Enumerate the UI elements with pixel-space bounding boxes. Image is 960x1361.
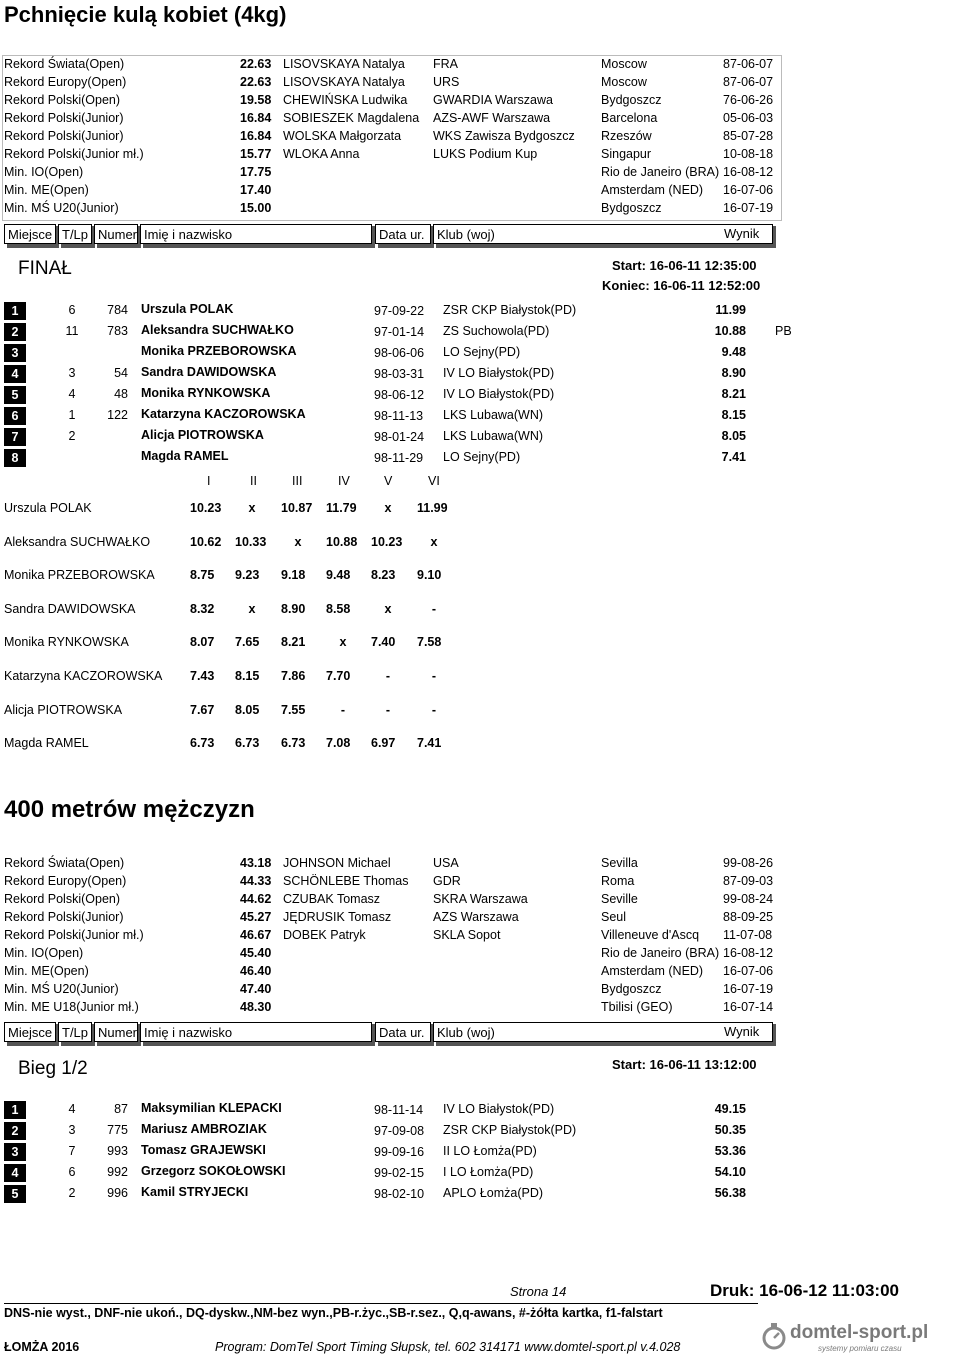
birth-date: 98-06-06 [374, 346, 425, 360]
header-imie: Imię i nazwisko [140, 1022, 372, 1042]
record-place: Amsterdam (NED) [601, 183, 704, 197]
place-badge: 8 [4, 449, 26, 467]
record-label: Rekord Polski(Junior mł.) [4, 147, 144, 161]
result-mark: 8.90 [721, 366, 746, 380]
place-badge: 3 [4, 1143, 26, 1161]
record-holder: WLOKA Anna [283, 147, 360, 161]
athlete-name: Monika PRZEBOROWSKA [141, 344, 297, 358]
header-miejsce: Miejsce [4, 224, 56, 244]
attempt-value: x [248, 601, 256, 616]
place-badge: 1 [4, 302, 26, 320]
record-place: Seville [601, 892, 638, 906]
athlete-club: LKS Lubawa(WN) [443, 408, 544, 422]
record-mark: 46.67 [240, 928, 272, 942]
attempt-value: 7.67 [190, 702, 215, 717]
record-date: 76-06-26 [723, 93, 774, 107]
header-tlp: T/Lp [58, 224, 92, 244]
record-date: 99-08-24 [723, 892, 774, 906]
record-mark: 45.40 [240, 946, 272, 960]
record-date: 11-07-08 [723, 928, 773, 942]
record-mark: 22.63 [240, 57, 272, 71]
record-mark: 15.77 [240, 147, 272, 161]
result-mark: 9.48 [721, 345, 746, 359]
attempt-value: 10.88 [326, 534, 358, 549]
attempt-athlete: Monika PRZEBOROWSKA [4, 568, 155, 583]
result-mark: 10.88 [714, 324, 746, 338]
attempt-value: 7.43 [190, 669, 215, 683]
record-place: Barcelona [601, 111, 658, 125]
record-label: Rekord Europy(Open) [4, 874, 127, 888]
birth-date: 97-09-08 [374, 1124, 425, 1138]
record-place: Moscow [601, 75, 647, 89]
record-date: 16-07-19 [723, 201, 774, 215]
record-label: Min. IO(Open) [4, 946, 84, 960]
result-mark: 7.41 [721, 450, 746, 464]
athlete-name: Kamil STRYJECKI [141, 1185, 249, 1199]
record-place: Moscow [601, 57, 647, 71]
header-numer: Numer [94, 224, 138, 244]
attempt-value: x [294, 534, 302, 549]
attempt-athlete: Urszula POLAK [4, 501, 92, 515]
record-club: GDR [433, 874, 461, 888]
attempt-value: 7.86 [281, 669, 306, 683]
bib-number: 775 [107, 1123, 128, 1137]
result-mark: 50.35 [714, 1123, 746, 1137]
birth-date: 98-11-13 [374, 409, 424, 423]
result-mark: 8.21 [721, 387, 746, 401]
tlp-cell: 3 [68, 1123, 76, 1137]
attempt-value: 8.23 [371, 568, 396, 583]
attempt-athlete: Alicja PIOTROWSKA [4, 702, 123, 717]
attempt-value: x [430, 534, 438, 549]
attempt-value: - [431, 669, 437, 683]
place-badge: 6 [4, 407, 26, 425]
record-place: Rio de Janeiro (BRA) [601, 165, 720, 179]
bib-number: 48 [114, 387, 128, 401]
birth-date: 98-02-10 [374, 1187, 425, 1201]
page-number: Strona 14 [510, 1284, 567, 1299]
bib-number: 122 [107, 408, 128, 422]
record-holder: CHEWIŃSKA Ludwika [283, 93, 408, 107]
athlete-name: Katarzyna KACZOROWSKA [141, 407, 306, 421]
logo-subtitle: systemy pomiaru czasu [818, 1344, 902, 1353]
place-badge: 4 [4, 365, 26, 383]
athlete-name: Grzegorz SOKOŁOWSKI [141, 1164, 286, 1178]
tlp-cell: 11 [65, 324, 79, 338]
bib-number: 996 [107, 1186, 128, 1200]
header-data: Data ur. [375, 224, 431, 244]
record-place: Bydgoszcz [601, 93, 662, 107]
athlete-name: Urszula POLAK [141, 302, 234, 316]
birth-date: 99-09-16 [374, 1145, 425, 1159]
attempt-athlete: Monika RYNKOWSKA [4, 635, 129, 650]
record-holder: JĘDRUSIK Tomasz [283, 910, 392, 924]
record-mark: 46.40 [240, 964, 272, 978]
tlp-cell: 3 [68, 366, 76, 380]
record-holder: SOBIESZEK Magdalena [283, 111, 420, 125]
header-imie: Imię i nazwisko [140, 224, 372, 244]
record-club: SKRA Warszawa [433, 892, 528, 906]
result-mark: 49.15 [714, 1102, 746, 1116]
attempt-value: 7.08 [326, 736, 351, 751]
attempt-value: 10.87 [281, 501, 313, 515]
birth-date: 97-01-14 [374, 325, 425, 339]
attempt-value: 11.99 [417, 501, 448, 515]
record-holder: DOBEK Patryk [283, 928, 366, 942]
bib-number: 993 [107, 1144, 128, 1158]
athlete-club: I LO Łomża(PD) [443, 1165, 534, 1179]
athlete-club: IV LO Białystok(PD) [443, 1102, 555, 1116]
athlete-name: Tomasz GRAJEWSKI [141, 1143, 266, 1157]
record-date: 05-06-03 [723, 111, 774, 125]
attempt-athlete: Aleksandra SUCHWAŁKO [4, 534, 151, 549]
tlp-cell: 6 [68, 303, 76, 317]
attempt-value: 11.79 [326, 501, 357, 515]
record-club: USA [433, 856, 459, 870]
record-label: Rekord Polski(Junior) [4, 111, 124, 125]
record-place: Rzeszów [601, 129, 652, 143]
birth-date: 98-01-24 [374, 430, 425, 444]
athlete-club: IV LO Białystok(PD) [443, 366, 555, 380]
record-holder: SCHÖNLEBE Thomas [283, 874, 409, 888]
athlete-name: Sandra DAWIDOWSKA [141, 365, 277, 379]
record-label: Rekord Polski(Junior) [4, 129, 124, 143]
attempt-value: 7.58 [417, 635, 442, 650]
athlete-name: Mariusz AMBROZIAK [141, 1122, 267, 1136]
tlp-cell: 4 [68, 1102, 76, 1116]
birth-date: 98-06-12 [374, 388, 425, 402]
attempt-value: 10.23 [190, 501, 222, 515]
athlete-club: II LO Łomża(PD) [443, 1144, 537, 1158]
tlp-cell: 2 [68, 429, 76, 443]
record-mark: 45.27 [240, 910, 272, 924]
athlete-club: ZS Suchowola(PD) [443, 324, 550, 338]
header-tlp: T/Lp [58, 1022, 92, 1042]
attempt-header: IV [338, 474, 350, 488]
record-date: 99-08-26 [723, 856, 774, 870]
birth-date: 98-03-31 [374, 367, 425, 381]
record-date: 16-08-12 [723, 946, 774, 960]
record-mark: 44.62 [240, 892, 272, 906]
attempt-value: x [384, 601, 392, 616]
record-mark: 43.18 [240, 856, 272, 870]
record-label: Rekord Polski(Junior mł.) [4, 928, 144, 942]
header-numer: Numer [94, 1022, 138, 1042]
record-mark: 47.40 [240, 982, 272, 996]
athlete-club: IV LO Białystok(PD) [443, 387, 555, 401]
attempt-value: 9.23 [235, 568, 260, 583]
attempt-header: V [384, 474, 393, 488]
record-date: 87-06-07 [723, 57, 774, 71]
tlp-cell: 4 [68, 387, 76, 401]
attempt-value: 7.65 [235, 635, 260, 650]
record-holder: WOLSKA Małgorzata [283, 129, 402, 143]
end-time: Koniec: 16-06-11 12:52:00 [602, 278, 761, 293]
record-holder: CZUBAK Tomasz [283, 892, 381, 906]
birth-date: 97-09-22 [374, 304, 425, 318]
record-date: 16-08-12 [723, 165, 774, 179]
attempt-value: 7.41 [417, 736, 442, 751]
record-label: Min. ME(Open) [4, 183, 89, 197]
header-wynik: Wynik [724, 1024, 760, 1039]
attempt-value: - [431, 702, 437, 717]
attempt-value: 8.21 [281, 635, 306, 650]
place-badge: 1 [4, 1101, 26, 1119]
result-mark: 8.05 [721, 429, 746, 443]
record-club: LUKS Podium Kup [433, 147, 538, 161]
record-mark: 48.30 [240, 1000, 272, 1014]
header-miejsce: Miejsce [4, 1022, 56, 1042]
attempt-value: 8.15 [235, 669, 260, 683]
record-holder: LISOVSKAYA Natalya [283, 75, 405, 89]
record-date: 85-07-28 [723, 129, 774, 143]
program-info: Program: DomTel Sport Timing Słupsk, tel. 602 314171 www.domtel-sport.pl v.4.028 [215, 1340, 681, 1354]
header-klub: Klub (woj) [433, 1022, 773, 1042]
round-title: FINAŁ [18, 258, 72, 279]
result-mark: 54.10 [714, 1165, 746, 1179]
record-date: 87-09-03 [723, 874, 774, 888]
legend: DNS-nie wyst., DNF-nie ukoń., DQ-dyskw.,NM-bez wyn.,PB-r.życ.,SB-r.sez., Q,q-awans, #-żółta kartka, f1-falstart [4, 1306, 663, 1320]
attempt-value: x [384, 501, 392, 515]
result-mark: 11.99 [715, 303, 746, 317]
place-badge: 7 [4, 428, 26, 446]
birth-date: 98-11-14 [374, 1103, 424, 1117]
record-label: Min. MŚ U20(Junior) [4, 982, 119, 996]
athlete-name: Monika RYNKOWSKA [141, 386, 271, 400]
record-mark: 44.33 [240, 874, 272, 888]
start-time: Start: 16-06-11 13:12:00 [612, 1057, 757, 1072]
record-label: Min. ME(Open) [4, 964, 89, 978]
record-date: 16-07-14 [723, 1000, 774, 1014]
record-club: SKLA Sopot [433, 928, 501, 942]
attempt-value: 8.58 [326, 601, 351, 616]
athlete-club: APLO Łomża(PD) [443, 1186, 544, 1200]
record-club: WKS Zawisza Bydgoszcz [433, 129, 575, 143]
athlete-club: LO Sejny(PD) [443, 345, 521, 359]
attempt-value: 6.73 [235, 736, 260, 751]
print-date: Druk: 16-06-12 11:03:00 [710, 1281, 900, 1300]
athlete-name: Magda RAMEL [141, 449, 229, 463]
event-title: Pchnięcie kulą kobiet (4kg) [4, 2, 287, 27]
attempt-value: - [385, 702, 391, 717]
athlete-name: Maksymilian KLEPACKI [141, 1101, 282, 1115]
attempt-value: 6.73 [190, 736, 215, 751]
logo-text: domtel-sport.pl [790, 1322, 929, 1343]
tlp-cell: 7 [68, 1144, 76, 1158]
place-badge: 2 [4, 1122, 26, 1140]
attempt-athlete: Sandra DAWIDOWSKA [4, 601, 136, 616]
tlp-cell: 1 [68, 408, 76, 422]
bib-number: 783 [107, 324, 128, 338]
record-label: Rekord Polski(Open) [4, 93, 121, 107]
attempt-value: 10.62 [190, 534, 222, 549]
record-label: Rekord Europy(Open) [4, 75, 127, 89]
athlete-name: Aleksandra SUCHWAŁKO [141, 323, 294, 337]
record-date: 10-08-18 [723, 147, 774, 161]
record-place: Amsterdam (NED) [601, 964, 704, 978]
record-label: Rekord Polski(Junior) [4, 910, 124, 924]
record-club: AZS-AWF Warszawa [433, 111, 551, 125]
attempt-value: 6.73 [281, 736, 306, 751]
record-label: Rekord Polski(Open) [4, 892, 121, 906]
record-label: Rekord Świata(Open) [4, 57, 125, 71]
record-place: Sevilla [601, 856, 638, 870]
record-date: 16-07-06 [723, 964, 774, 978]
result-mark: 56.38 [714, 1186, 746, 1200]
result-mark: 8.15 [721, 408, 746, 422]
attempt-value: 10.23 [371, 534, 403, 549]
attempt-value: - [385, 669, 391, 683]
attempt-value: 9.18 [281, 568, 306, 583]
attempt-value: 7.55 [281, 702, 306, 717]
record-place: Tbilisi (GEO) [601, 1000, 673, 1014]
athlete-club: ZSR CKP Białystok(PD) [443, 303, 577, 317]
birth-date: 99-02-15 [374, 1166, 425, 1180]
attempt-value: 7.40 [371, 635, 396, 650]
record-club: URS [433, 75, 460, 89]
record-club: AZS Warszawa [433, 910, 519, 924]
attempt-value: 8.32 [190, 601, 215, 616]
record-club: FRA [433, 57, 458, 71]
record-holder: LISOVSKAYA Natalya [283, 57, 405, 71]
attempt-value: x [339, 635, 347, 650]
attempt-value: 8.75 [190, 568, 215, 583]
record-place: Seul [601, 910, 627, 924]
header-klub: Klub (woj) [433, 224, 773, 244]
attempt-value: 8.07 [190, 635, 215, 650]
record-place: Villeneuve d'Ascq [601, 928, 700, 942]
bib-number: 54 [114, 366, 128, 380]
record-date: 16-07-06 [723, 183, 774, 197]
record-holder: JOHNSON Michael [283, 856, 391, 870]
record-mark: 17.75 [240, 165, 272, 179]
record-date: 87-06-07 [723, 75, 774, 89]
record-mark: 16.84 [240, 129, 272, 143]
attempt-value: 9.10 [417, 568, 442, 583]
attempt-header: I [207, 474, 211, 488]
attempt-value: 7.70 [326, 669, 351, 683]
record-date: 88-09-25 [723, 910, 774, 924]
header-wynik: Wynik [724, 226, 760, 241]
attempt-value: 8.05 [235, 702, 260, 717]
athlete-name: Alicja PIOTROWSKA [141, 428, 264, 442]
attempt-value: 6.97 [371, 736, 396, 751]
record-label: Min. IO(Open) [4, 165, 84, 179]
tlp-cell: 2 [68, 1186, 76, 1200]
athlete-club: ZSR CKP Białystok(PD) [443, 1123, 577, 1137]
attempt-value: 9.48 [326, 568, 351, 583]
athlete-club: LO Sejny(PD) [443, 450, 521, 464]
attempt-value: 8.90 [281, 601, 306, 616]
record-mark: 22.63 [240, 75, 272, 89]
record-label: Min. MŚ U20(Junior) [4, 201, 119, 215]
bib-number: 784 [107, 303, 128, 317]
record-date: 16-07-19 [723, 982, 774, 996]
record-label: Min. ME U18(Junior mł.) [4, 1000, 139, 1014]
attempt-header: VI [428, 474, 440, 488]
record-place: Singapur [601, 147, 652, 161]
record-mark: 19.58 [240, 93, 272, 107]
place-badge: 5 [4, 386, 26, 404]
place-badge: 5 [4, 1185, 26, 1203]
divider [4, 1303, 758, 1304]
attempt-value: - [431, 601, 437, 616]
place-badge: 4 [4, 1164, 26, 1182]
attempt-athlete: Magda RAMEL [4, 736, 89, 751]
record-place: Roma [601, 874, 635, 888]
record-mark: 16.84 [240, 111, 272, 125]
round-title: Bieg 1/2 [18, 1058, 88, 1079]
record-label: Rekord Świata(Open) [4, 856, 125, 870]
attempt-header: III [292, 474, 303, 488]
record-mark: 15.00 [240, 201, 272, 215]
bib-number: 992 [107, 1165, 128, 1179]
domtel-logo [760, 1318, 929, 1356]
record-place: Bydgoszcz [601, 982, 662, 996]
header-data: Data ur. [375, 1022, 431, 1042]
start-time: Start: 16-06-11 12:35:00 [612, 258, 757, 273]
record-place: Rio de Janeiro (BRA) [601, 946, 720, 960]
place-badge: 2 [4, 323, 26, 341]
place-badge: 3 [4, 344, 26, 362]
attempt-header: II [250, 474, 257, 488]
attempt-athlete: Katarzyna KACZOROWSKA [4, 669, 163, 683]
birth-date: 98-11-29 [374, 451, 424, 465]
record-club: GWARDIA Warszawa [433, 93, 553, 107]
record-place: Bydgoszcz [601, 201, 662, 215]
record-mark: 17.40 [240, 183, 272, 197]
attempt-value: 10.33 [235, 534, 267, 549]
event-title: 400 metrów mężczyzn [4, 796, 255, 823]
bib-number: 87 [114, 1102, 128, 1116]
city: ŁOMŻA 2016 [4, 1340, 80, 1354]
result-note: PB [775, 324, 792, 338]
tlp-cell: 6 [68, 1165, 76, 1179]
attempt-value: x [248, 501, 256, 515]
athlete-club: LKS Lubawa(WN) [443, 429, 544, 443]
result-mark: 53.36 [714, 1144, 746, 1158]
attempt-value: - [340, 702, 346, 717]
